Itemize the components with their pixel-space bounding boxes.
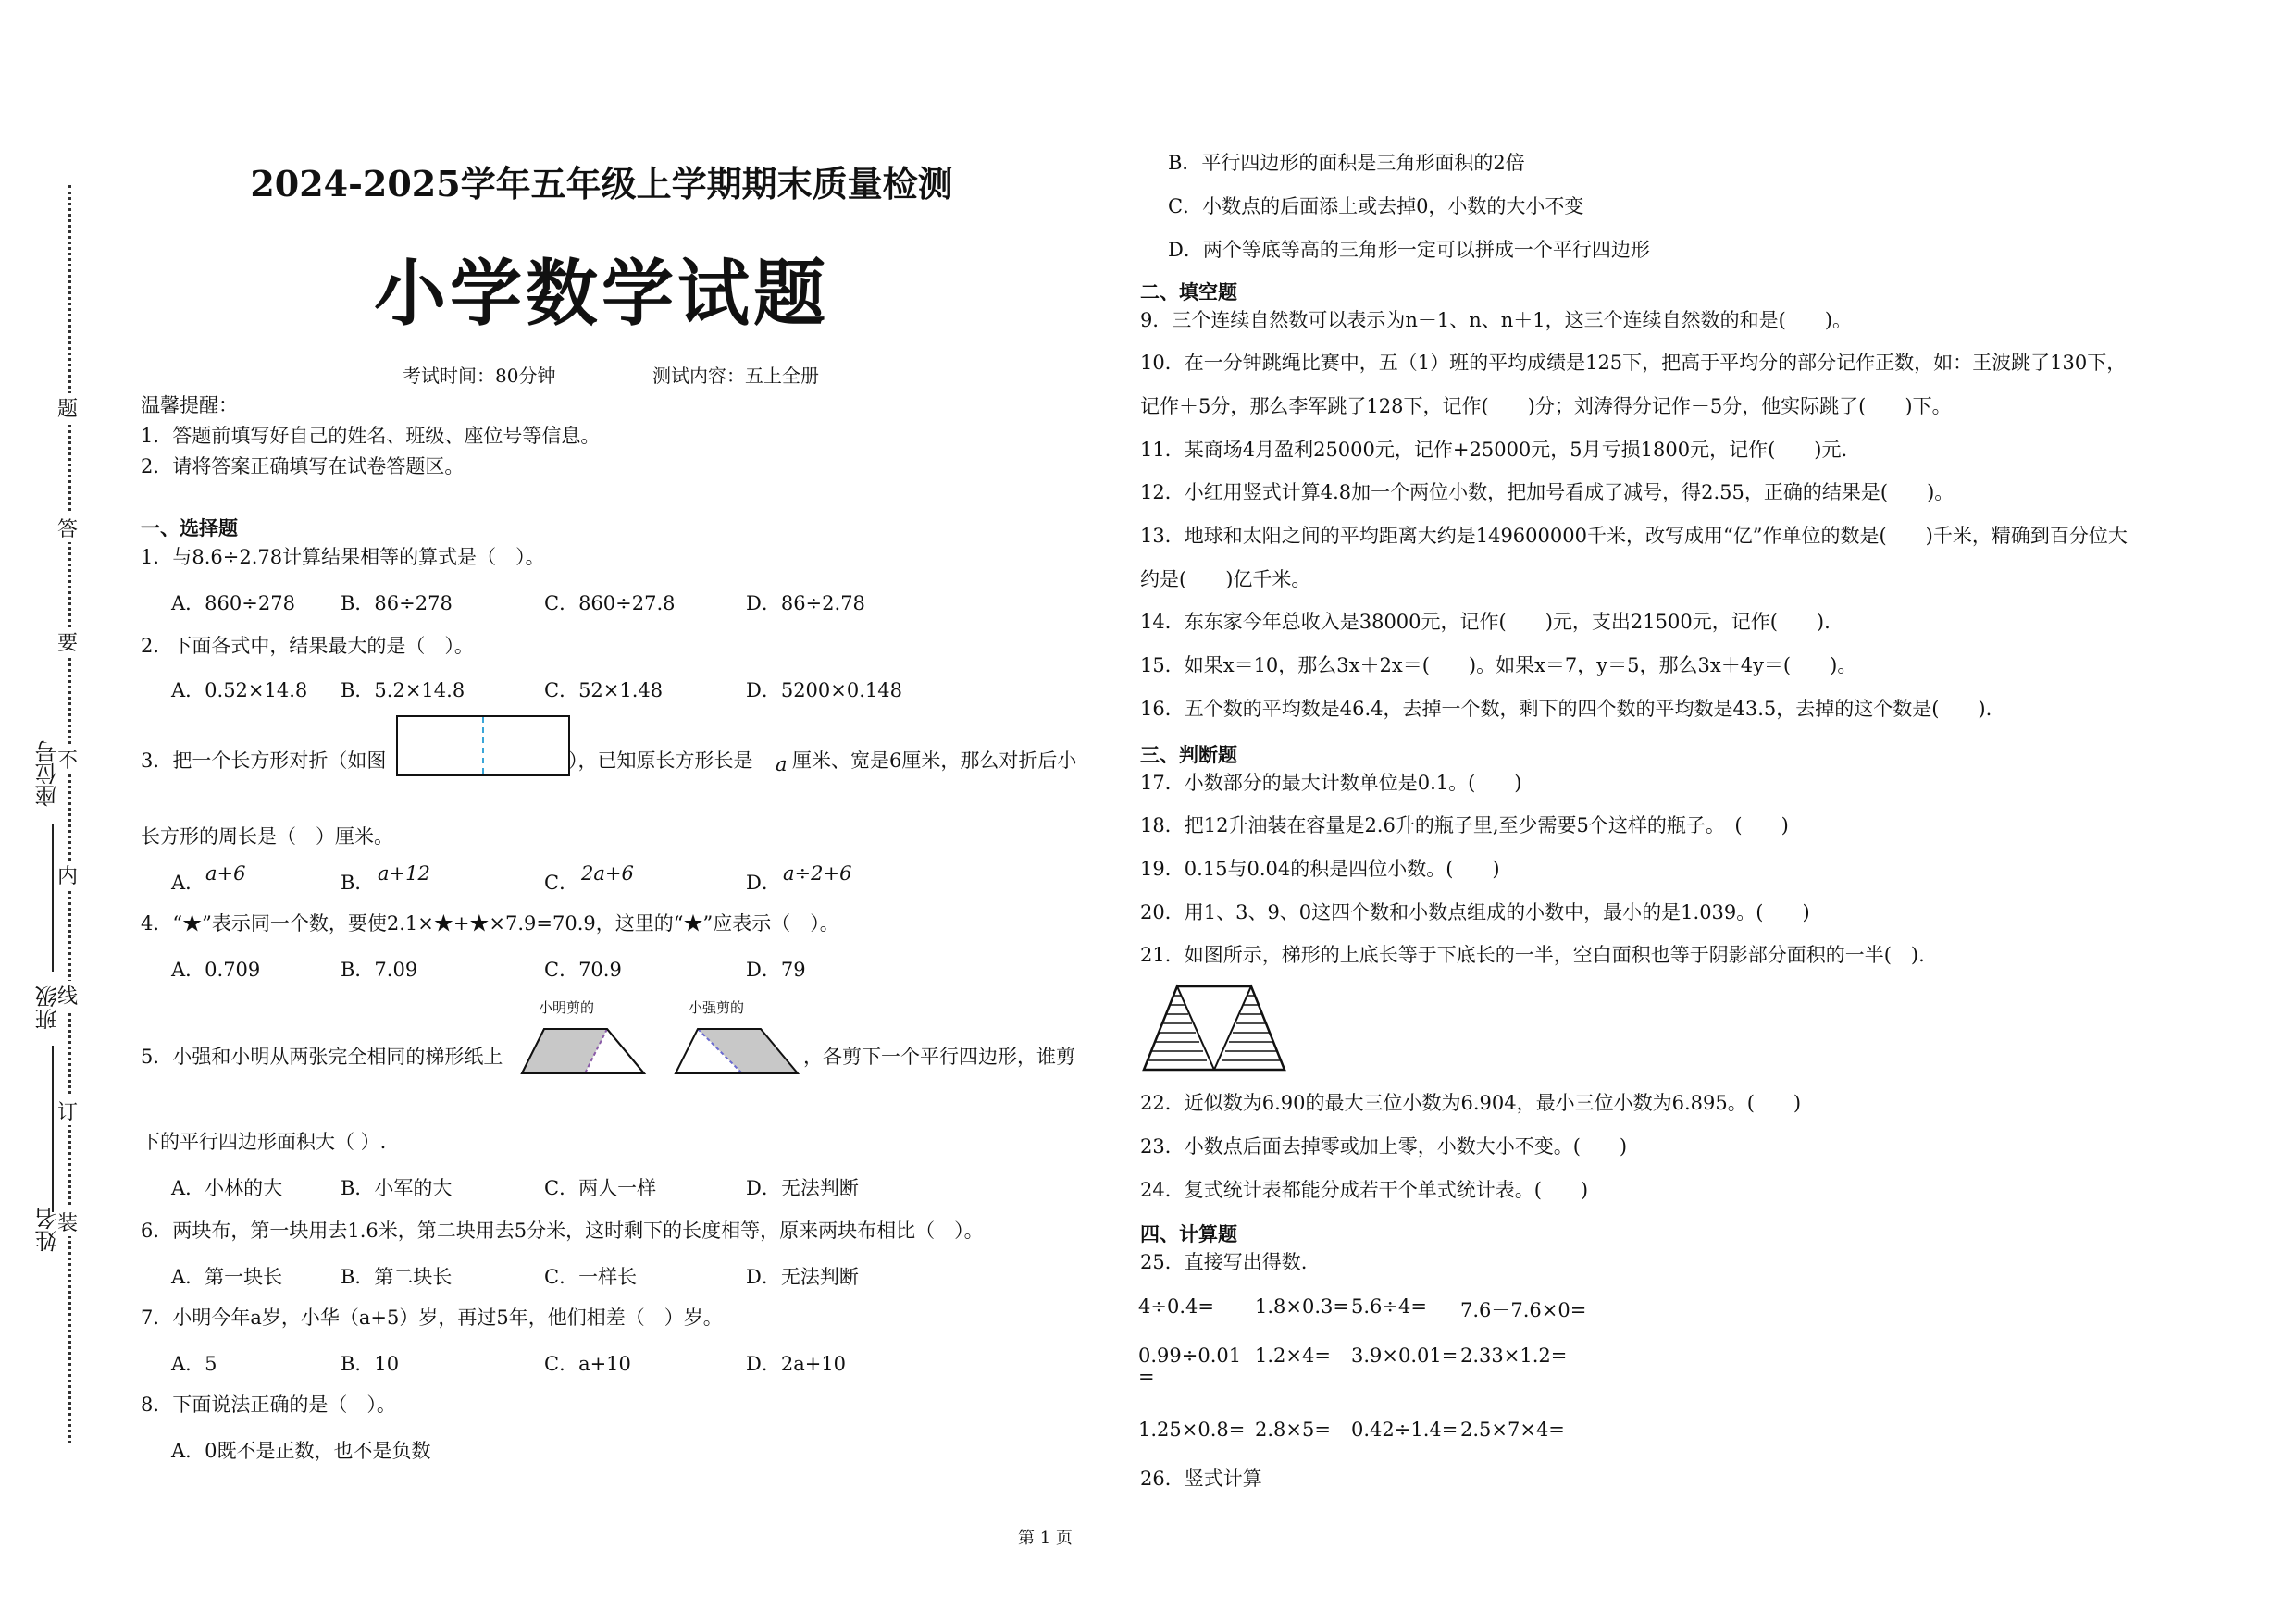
question-10-cont: 记作＋5分，那么李军跳了128下，记作( )分；刘涛得分记作－5分，他实际跳了( )下。 <box>1140 395 1952 417</box>
question-20: 20．用1、3、9、0这四个数和小数点组成的小数中，最小的是1.039。( ) <box>1140 901 1810 923</box>
binding-char: 订 <box>57 1096 78 1125</box>
option: B．平行四边形的面积是三角形面积的2倍 <box>1168 152 1525 174</box>
question-23: 23．小数点后面去掉零或加上零，小数大小不变。( ) <box>1140 1135 1628 1158</box>
option-expr: a÷2+6 <box>783 862 852 885</box>
option: C．两人一样 <box>544 1177 657 1199</box>
question-14: 14．东东家今年总收入是38000元，记作( )元，支出21500元，记作( ). <box>1140 611 1831 633</box>
question-24: 24．复式统计表都能分成若干个单式统计表。( ) <box>1140 1179 1589 1201</box>
option: D．79 <box>746 959 806 981</box>
question-8: 8．下面说法正确的是（ ）。 <box>141 1394 396 1416</box>
question-13: 13．地球和太阳之间的平均距离大约是149600000千米，改写成用“亿”作单位的数是( )千米，精确到百分位大 <box>1140 525 2128 547</box>
option: A．0.709 <box>171 959 261 981</box>
binding-dotted-line <box>68 185 71 1443</box>
calc-item: = <box>1138 1366 1155 1388</box>
binding-char: 题 <box>57 393 78 422</box>
question-9: 9．三个连续自然数可以表示为n－1、n、n＋1，这三个连续自然数的和是( )。 <box>1140 309 1853 331</box>
binding-char: 线 <box>57 981 78 1010</box>
option: B．5.2×14.8 <box>341 679 465 701</box>
question-3-part: 3．把一个长方形对折（如图 <box>141 750 387 772</box>
option: D． <box>746 872 781 894</box>
option: D．无法判断 <box>746 1177 859 1199</box>
option-expr: a+6 <box>205 862 246 885</box>
notice-item: 2．请将答案正确填写在试卷答题区。 <box>141 455 465 477</box>
option: A． <box>171 872 205 894</box>
binding-char: 内 <box>57 861 78 889</box>
question-1: 1．与8.6÷2.78计算结果相等的算式是（ ）。 <box>141 546 545 568</box>
question-16: 16．五个数的平均数是46.4，去掉一个数，剩下的四个数的平均数是43.5，去掉的这个数是( ). <box>1140 698 1992 720</box>
option: C．小数点的后面添上或去掉0，小数的大小不变 <box>1168 195 1584 217</box>
question-7: 7．小明今年a岁，小华（a+5）岁，再过5年，他们相差（ ）岁。 <box>141 1307 723 1329</box>
calc-item: 3.9×0.01= <box>1351 1344 1458 1367</box>
figure-label-xiaoqiang: 小强剪的 <box>689 999 745 1016</box>
question-21: 21．如图所示，梯形的上底长等于下底长的一半，空白面积也等于阴影部分面积的一半( ). <box>1140 944 1925 966</box>
notice-item: 1．答题前填写好自己的姓名、班级、座位号等信息。 <box>141 425 601 447</box>
calc-item: 0.42÷1.4= <box>1351 1419 1458 1441</box>
binding-char: 不 <box>57 745 78 774</box>
option: D．两个等底等高的三角形一定可以拼成一个平行四边形 <box>1168 239 1650 261</box>
option: B． <box>341 872 375 894</box>
trapezoid-figure-xiaoming <box>518 1025 648 1077</box>
option: C．860÷27.8 <box>544 592 676 614</box>
question-10: 10．在一分钟跳绳比赛中，五（1）班的平均成绩是125下，把高于平均分的部分记作正数，如：王波跳了130下， <box>1140 352 2127 374</box>
name-label: 姓名 <box>35 1208 61 1252</box>
option: D．86÷2.78 <box>746 592 865 614</box>
option: A．第一块长 <box>171 1266 283 1288</box>
option: A．0既不是正数，也不是负数 <box>171 1440 431 1462</box>
seat-number-line <box>52 824 54 972</box>
figure-label-xiaoming: 小明剪的 <box>539 999 595 1016</box>
calc-item: 2.5×7×4= <box>1460 1419 1565 1441</box>
exam-content: 测试内容：五上全册 <box>652 365 819 387</box>
calc-item: 2.8×5= <box>1255 1419 1331 1441</box>
question-3-part: ），已知原长方形长是 <box>568 750 753 772</box>
question-13-cont: 约是( )亿千米。 <box>1140 568 1311 590</box>
question-2: 2．下面各式中，结果最大的是（ ）。 <box>141 635 474 657</box>
option: D．无法判断 <box>746 1266 859 1288</box>
exam-title: 2024-2025学年五年级上学期期末质量检测 <box>250 163 953 204</box>
section-fill: 二、填空题 <box>1140 281 1237 304</box>
calc-item: 0.99÷0.01 <box>1138 1344 1242 1367</box>
calc-item: 5.6÷4= <box>1351 1295 1427 1318</box>
question-11: 11．某商场4月盈利25000元，记作+25000元，5月亏损1800元，记作( )元. <box>1140 439 1848 461</box>
class-label: 班级 <box>35 985 61 1030</box>
calc-item: 1.2×4= <box>1255 1344 1331 1367</box>
question-6: 6．两块布，第一块用去1.6米，第二块用去5分米，这时剩下的长度相等，原来两块布相比（ ）。 <box>141 1220 984 1242</box>
option: C．a+10 <box>544 1353 631 1375</box>
option-expr: a+12 <box>378 862 430 885</box>
calc-item: 1.8×0.3= <box>1255 1295 1349 1318</box>
question-3-part: 长方形的周长是（ ）厘米。 <box>141 825 393 848</box>
calc-item: 2.33×1.2= <box>1460 1344 1568 1367</box>
seat-number-label: 座位号 <box>35 740 61 807</box>
binding-char: 答 <box>57 514 78 542</box>
section-calc: 四、计算题 <box>1140 1223 1237 1245</box>
option: D．2a+10 <box>746 1353 847 1375</box>
question-5-part: 下的平行四边形面积大（ ）. <box>141 1131 387 1153</box>
option: C．52×1.48 <box>544 679 664 701</box>
rectangle-fold-figure <box>396 715 570 776</box>
question-19: 19．0.15与0.04的积是四位小数。( ) <box>1140 858 1500 880</box>
option: B．小军的大 <box>341 1177 453 1199</box>
calc-item: 1.25×0.8= <box>1138 1419 1246 1441</box>
option: C．70.9 <box>544 959 622 981</box>
trapezoid-triangles-figure <box>1140 981 1288 1073</box>
option: B．7.09 <box>341 959 418 981</box>
notice-title: 温馨提醒： <box>141 394 238 416</box>
option: B．10 <box>341 1353 400 1375</box>
option: A．0.52×14.8 <box>171 679 308 701</box>
calc-item: 4÷0.4= <box>1138 1295 1214 1318</box>
question-25: 25．直接写出得数. <box>1140 1251 1308 1273</box>
question-18: 18．把12升油装在容量是2.6升的瓶子里,至少需要5个这样的瓶子。 ( ) <box>1140 814 1789 836</box>
option: C． <box>544 872 579 894</box>
question-15: 15．如果x＝10，那么3x＋2x＝( )。如果x＝7，y＝5，那么3x＋4y＝( )。 <box>1140 654 1857 676</box>
option: B．第二块长 <box>341 1266 453 1288</box>
question-12: 12．小红用竖式计算4.8加一个两位小数，把加号看成了减号，得2.55，正确的结果是( )。 <box>1140 481 1955 503</box>
exam-time: 考试时间：80分钟 <box>403 365 556 387</box>
option: A．5 <box>171 1353 217 1375</box>
option: A．小林的大 <box>171 1177 283 1199</box>
question-22: 22．近似数为6.90的最大三位小数为6.904，最小三位小数为6.895。( ) <box>1140 1092 1802 1114</box>
section-judge: 三、判断题 <box>1140 744 1237 766</box>
section-choice: 一、选择题 <box>141 517 238 539</box>
binding-char: 装 <box>57 1208 78 1236</box>
option-expr: 2a+6 <box>581 862 634 885</box>
question-26: 26．竖式计算 <box>1140 1468 1262 1490</box>
binding-char: 要 <box>57 627 78 656</box>
question-3-variable: a <box>776 753 788 775</box>
option: B．86÷278 <box>341 592 453 614</box>
page-footer: 第 1 页 <box>1018 1529 1073 1548</box>
option: D．5200×0.148 <box>746 679 902 701</box>
question-17: 17．小数部分的最大计数单位是0.1。( ) <box>1140 772 1522 794</box>
question-3-part: 厘米、宽是6厘米，那么对折后小 <box>792 750 1077 772</box>
trapezoid-figure-xiaoqiang <box>672 1025 801 1077</box>
name-line <box>52 1129 54 1212</box>
question-5-part: 5．小强和小明从两张完全相同的梯形纸上 <box>141 1046 503 1068</box>
question-4: 4．“★”表示同一个数，要使2.1×★+★×7.9=70.9，这里的“★”应表示（ ）。 <box>141 912 839 935</box>
calc-item: 7.6－7.6×0= <box>1460 1299 1587 1321</box>
main-title: 小学数学试题 <box>373 252 829 336</box>
option: A．860÷278 <box>171 592 295 614</box>
question-5-part: ，各剪下一个平行四边形，谁剪 <box>803 1046 1075 1068</box>
option: C．一样长 <box>544 1266 638 1288</box>
